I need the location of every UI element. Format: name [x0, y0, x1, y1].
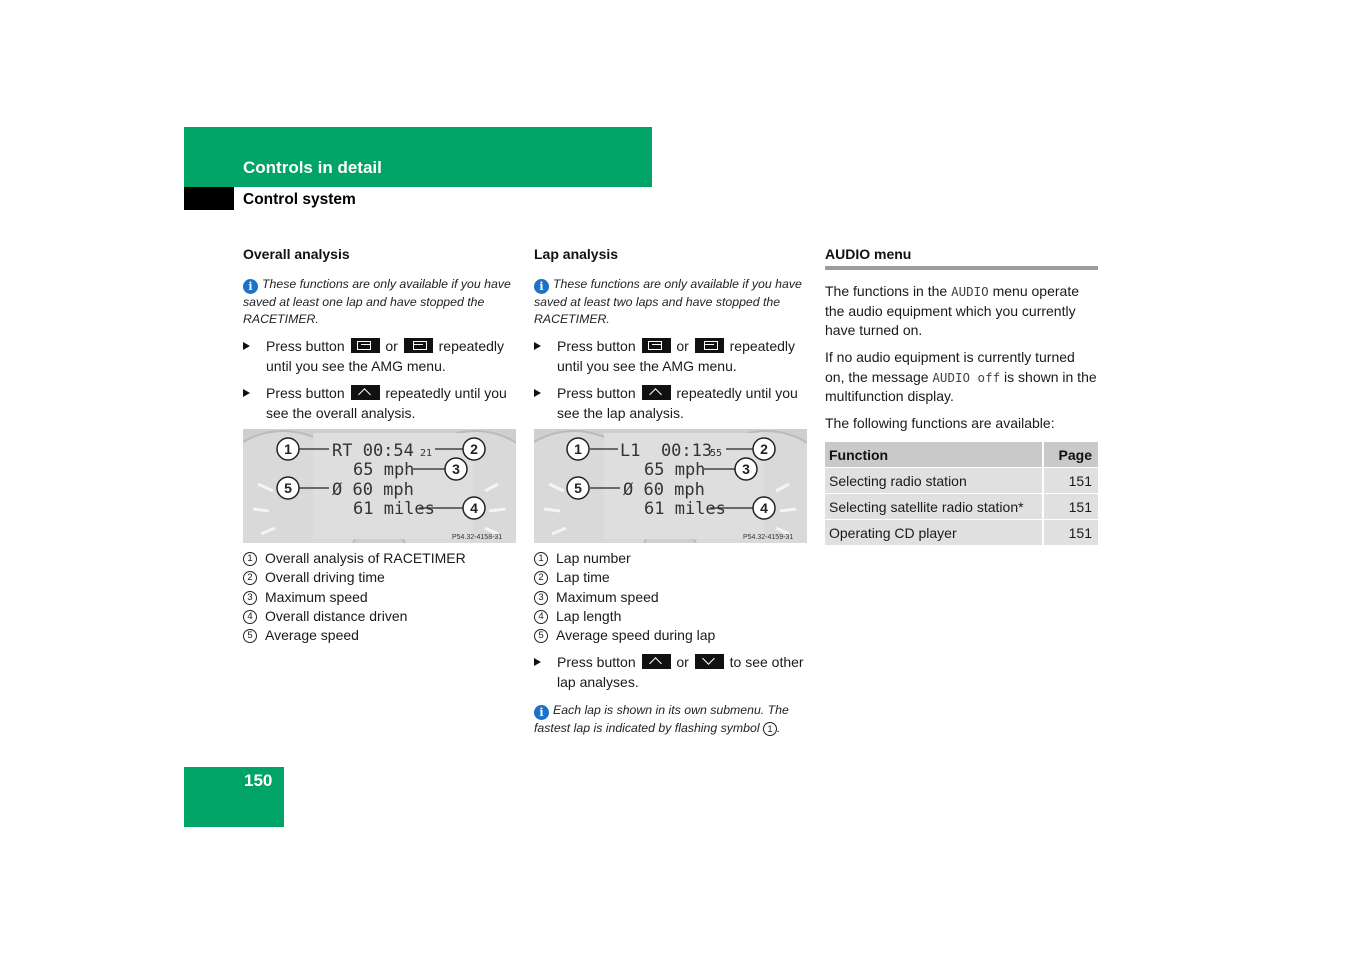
overall-step-1: Press button or repeatedly until you see the AMG menu. [243, 337, 523, 377]
lap-display-hundredths: 55 [710, 448, 723, 459]
down-arrow-button-icon [695, 654, 724, 669]
legend-item: 5 Average speed during lap [534, 626, 809, 645]
lap-note-text: These functions are only available if you have saved at least two laps and have stopped the RACETIMER. [534, 277, 802, 326]
triangle-bullet-icon [534, 389, 541, 397]
functions-table [825, 442, 1098, 545]
overall-heading: Overall analysis [243, 246, 350, 262]
overall-note [243, 276, 518, 328]
lap-heading: Lap analysis [534, 246, 619, 262]
up-arrow-button-icon [642, 385, 671, 400]
overall-step-2: Press button repeatedly until you see the overall analysis. [243, 384, 523, 424]
column-header-function: Function [825, 442, 1043, 468]
symbol-1-circle: 1 [763, 722, 777, 736]
menu-left-button-icon [351, 338, 380, 353]
legend-item: 3 Maximum speed [243, 588, 518, 607]
lap-note-2: i Each lap is shown in its own submenu. The fastest lap is indicated by flashing symbol 1 . [534, 703, 789, 735]
table-row [825, 468, 1098, 494]
overall-display-line3: Ø 60 mph [332, 480, 414, 500]
triangle-bullet-icon [534, 658, 541, 666]
triangle-bullet-icon [243, 342, 250, 350]
function-cell: Selecting satellite radio station* [825, 494, 1043, 520]
page-cell: 151 [1043, 468, 1098, 494]
svg-text:3: 3 [742, 461, 750, 477]
overall-display-line1: RT 00:54 [332, 441, 414, 461]
column-header-page: Page [1043, 442, 1098, 468]
lap-display-line2: 65 mph [644, 460, 706, 480]
section-title: Control system [243, 191, 356, 208]
header-bar [184, 127, 652, 187]
svg-text:5: 5 [284, 480, 292, 496]
legend-item: 5 Average speed [243, 626, 518, 645]
lap-step-1: Press button or repeatedly until you see the AMG menu. [534, 337, 814, 377]
overall-display-image [243, 429, 516, 543]
overall-display-line2: 65 mph [353, 460, 415, 480]
up-arrow-button-icon [351, 385, 380, 400]
function-cell: Selecting radio station [825, 468, 1043, 494]
legend-item: 2 Lap time [534, 568, 809, 587]
legend-item: 1 Lap number [534, 549, 809, 568]
lap-display-line3: Ø 60 mph [623, 480, 705, 500]
page-number: 150 [244, 771, 273, 790]
triangle-bullet-icon [243, 389, 250, 397]
table-header-row [825, 442, 1098, 468]
function-cell: Operating CD player [825, 520, 1043, 546]
legend-item: 4 Overall distance driven [243, 607, 518, 626]
info-icon: i [243, 279, 258, 294]
overall-note-text: These functions are only available if you have saved at least one lap and have stopped the RACETIMER. [243, 277, 511, 326]
audio-paragraph-1: The functions in the AUDIO menu operate the audio equipment which you currently have turned on. [825, 283, 1080, 338]
lap-legend [534, 549, 809, 645]
menu-left-button-icon [642, 338, 671, 353]
overall-display-line4: 61 miles [353, 499, 435, 519]
triangle-bullet-icon [534, 342, 541, 350]
section-marker [184, 187, 234, 210]
lap-step-3: Press button or to see other lap analyses. [534, 653, 814, 693]
up-arrow-button-icon [642, 654, 671, 669]
overall-display-hundredths: 21 [420, 448, 433, 459]
svg-text:2: 2 [470, 441, 478, 457]
legend-item: 2 Overall driving time [243, 568, 518, 587]
heading-rule [825, 266, 1098, 270]
lap-display-code: P54.32-4159-31 [743, 534, 794, 541]
svg-text:2: 2 [760, 441, 768, 457]
audio-paragraph-2: If no audio equipment is currently turned on, the message AUDIO off is shown in the multifunction display. [825, 349, 1097, 404]
svg-text:5: 5 [574, 480, 582, 496]
chapter-title: Controls in detail [243, 158, 382, 177]
svg-text:3: 3 [452, 461, 460, 477]
svg-text:4: 4 [470, 500, 478, 516]
menu-right-button-icon [695, 338, 724, 353]
svg-text:4: 4 [760, 500, 768, 516]
table-row [825, 494, 1098, 520]
legend-item: 1 Overall analysis of RACETIMER [243, 549, 518, 568]
audio-heading: AUDIO menu [825, 246, 912, 262]
overall-legend [243, 549, 518, 645]
lap-display-line4: 61 miles [644, 499, 726, 519]
table-row [825, 520, 1098, 546]
lap-note [534, 276, 809, 328]
audio-paragraph-3: The following functions are available: [825, 415, 1055, 431]
info-icon: i [534, 279, 549, 294]
info-icon: i [534, 705, 549, 720]
lap-display-image [534, 429, 807, 543]
legend-item: 3 Maximum speed [534, 588, 809, 607]
svg-text:1: 1 [574, 441, 582, 457]
menu-right-button-icon [404, 338, 433, 353]
overall-display-code: P54.32-4158-31 [452, 534, 503, 541]
legend-item: 4 Lap length [534, 607, 809, 626]
page-cell: 151 [1043, 520, 1098, 546]
lap-step-2: Press button repeatedly until you see the lap analysis. [534, 384, 814, 424]
svg-text:1: 1 [284, 441, 292, 457]
lap-display-line1: L1 00:13 [620, 441, 713, 461]
page-cell: 151 [1043, 494, 1098, 520]
